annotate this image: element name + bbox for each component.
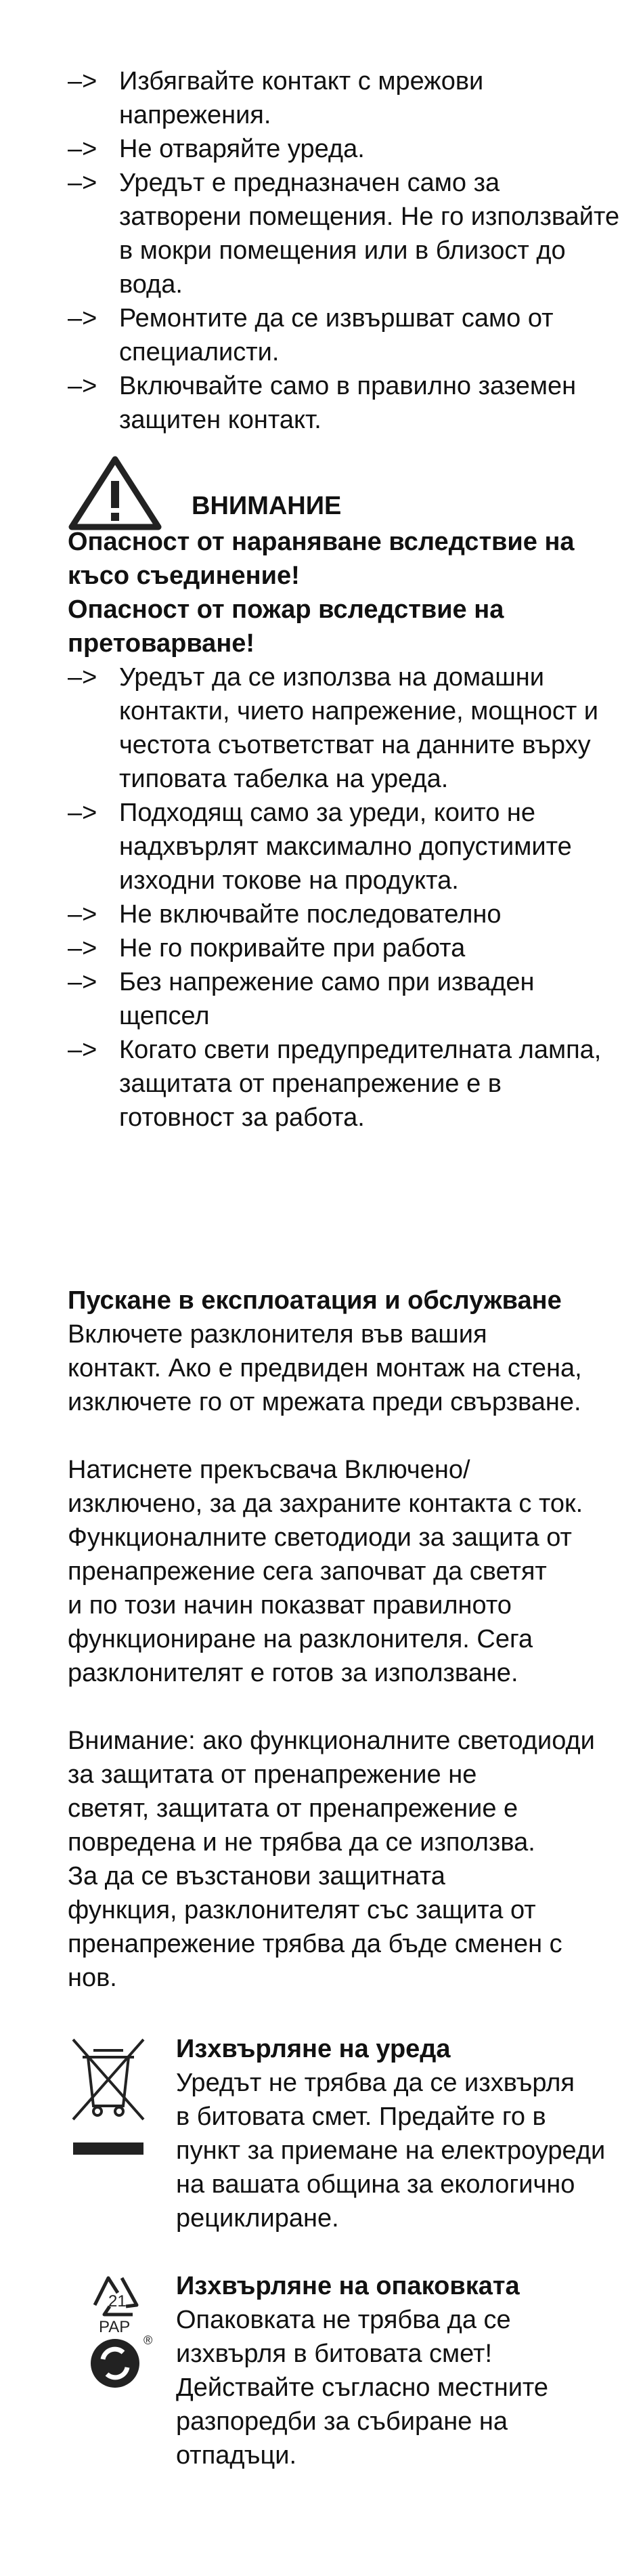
list-item-text: Уредът да се използва на домашни контакти, чието напрежение, мощност и честота съответстват на данните върху типовата табелка на уреда. — [119, 663, 599, 793]
list-item — [68, 369, 623, 437]
list-item-text: Не включвайте последователно — [119, 900, 502, 929]
bullet-arrow: –> — [68, 304, 97, 333]
list-item — [68, 796, 623, 898]
device-disposal — [176, 2032, 636, 2235]
list-item — [68, 132, 623, 166]
bullet-arrow: –> — [68, 663, 97, 692]
operation-paragraph: Натиснете прекъсвача Включено/ изключено, за да захраните контакта с ток. Функционалните светодиоди за защита от пренапрежение сега започват да светят и по този начин показват правилното функциониране на разклонителя. Сега разклонителят е готов за използване. — [68, 1456, 583, 1687]
bullet-arrow: –> — [68, 135, 97, 163]
list-item-text: Ремонтите да се извършват само от специалисти. — [119, 304, 554, 366]
bullet-arrow: –> — [68, 799, 97, 827]
bullet-arrow: –> — [68, 169, 97, 197]
list-item — [68, 660, 623, 796]
list-item — [68, 166, 623, 301]
recycle-code: 21 — [108, 2292, 127, 2310]
bullet-arrow: –> — [68, 1036, 97, 1064]
list-item — [68, 931, 623, 965]
list-item-text: Включвайте само в правилно заземен защитен контакт. — [119, 372, 577, 434]
list-item — [68, 898, 623, 931]
list-item-text: Когато свети предупредителната лампа, защитата от пренапрежение е в готовност за работа. — [119, 1036, 602, 1132]
warning-dangers — [68, 525, 623, 660]
crossed-bin-icon — [68, 2035, 149, 2156]
bullet-arrow: –> — [68, 67, 97, 96]
bullet-arrow: –> — [68, 968, 97, 996]
list-item-text: Уредът е предназначен само за затворени помещения. Не го използвайте в мокри помещения или в близост до вода. — [119, 169, 620, 299]
list-item — [68, 301, 623, 369]
list-item-text: Без напрежение само при изваден щепсел — [119, 968, 535, 1030]
list-item-text: Подходящ само за уреди, които не надхвърлят максимално допустимите изходни токове на продукта. — [119, 799, 572, 895]
warning-title: ВНИМАНИЕ — [192, 492, 342, 520]
bullet-arrow: –> — [68, 934, 97, 963]
packaging-disposal — [176, 2269, 636, 2472]
safety-list — [68, 64, 623, 437]
list-item — [68, 64, 623, 132]
bullet-arrow: –> — [68, 372, 97, 400]
device-disposal-text: Уредът не трябва да се изхвърля в битовата смет. Предайте го в пункт за приемане на електроуреди на вашата община за екологично рециклиране. — [176, 2069, 606, 2233]
packaging-disposal-title: Изхвърляне на опаковката — [176, 2272, 520, 2300]
danger-overload: Опасност от пожар вследствие на претоварване! — [68, 595, 504, 658]
warning-list — [68, 660, 623, 1135]
operation-section — [68, 1284, 623, 1995]
danger-short-circuit: Опасност от нараняване вследствие на късо съединение! — [68, 528, 575, 590]
list-item — [68, 965, 623, 1033]
list-item-text: Не отваряйте уреда. — [119, 135, 365, 163]
list-item — [68, 1033, 623, 1135]
operation-paragraph: Внимание: ако функционалните светодиоди за защитата от пренапрежение не светят, защитата от пренапрежение е повредена и не трябва да се използва. За да се възстанови защитната функция, разклонителят със защита от пренапрежение трябва да бъде сменен с нов. — [68, 1727, 595, 1992]
operation-paragraph: Включете разклонителя във вашия контакт. Ако е предвиден монтаж на стена, изключете го от мрежата преди свързване. — [68, 1320, 582, 1416]
list-item-text: Избягвайте контакт с мрежови напрежения. — [119, 67, 484, 129]
packaging-disposal-text: Опаковката не трябва да се изхвърля в битовата смет! Действайте съгласно местните разпоредби за събиране на отпадъци. — [176, 2306, 549, 2470]
warning-triangle-icon — [68, 455, 162, 531]
recycle-pap-icon — [68, 2258, 169, 2393]
device-disposal-title: Изхвърляне на уреда — [176, 2035, 451, 2063]
registered-mark: ® — [143, 2334, 153, 2347]
recycle-label: PAP — [99, 2318, 131, 2336]
list-item-text: Не го покривайте при работа — [119, 934, 466, 963]
operation-title: Пускане в експлоатация и обслужване — [68, 1286, 562, 1315]
bullet-arrow: –> — [68, 900, 97, 929]
